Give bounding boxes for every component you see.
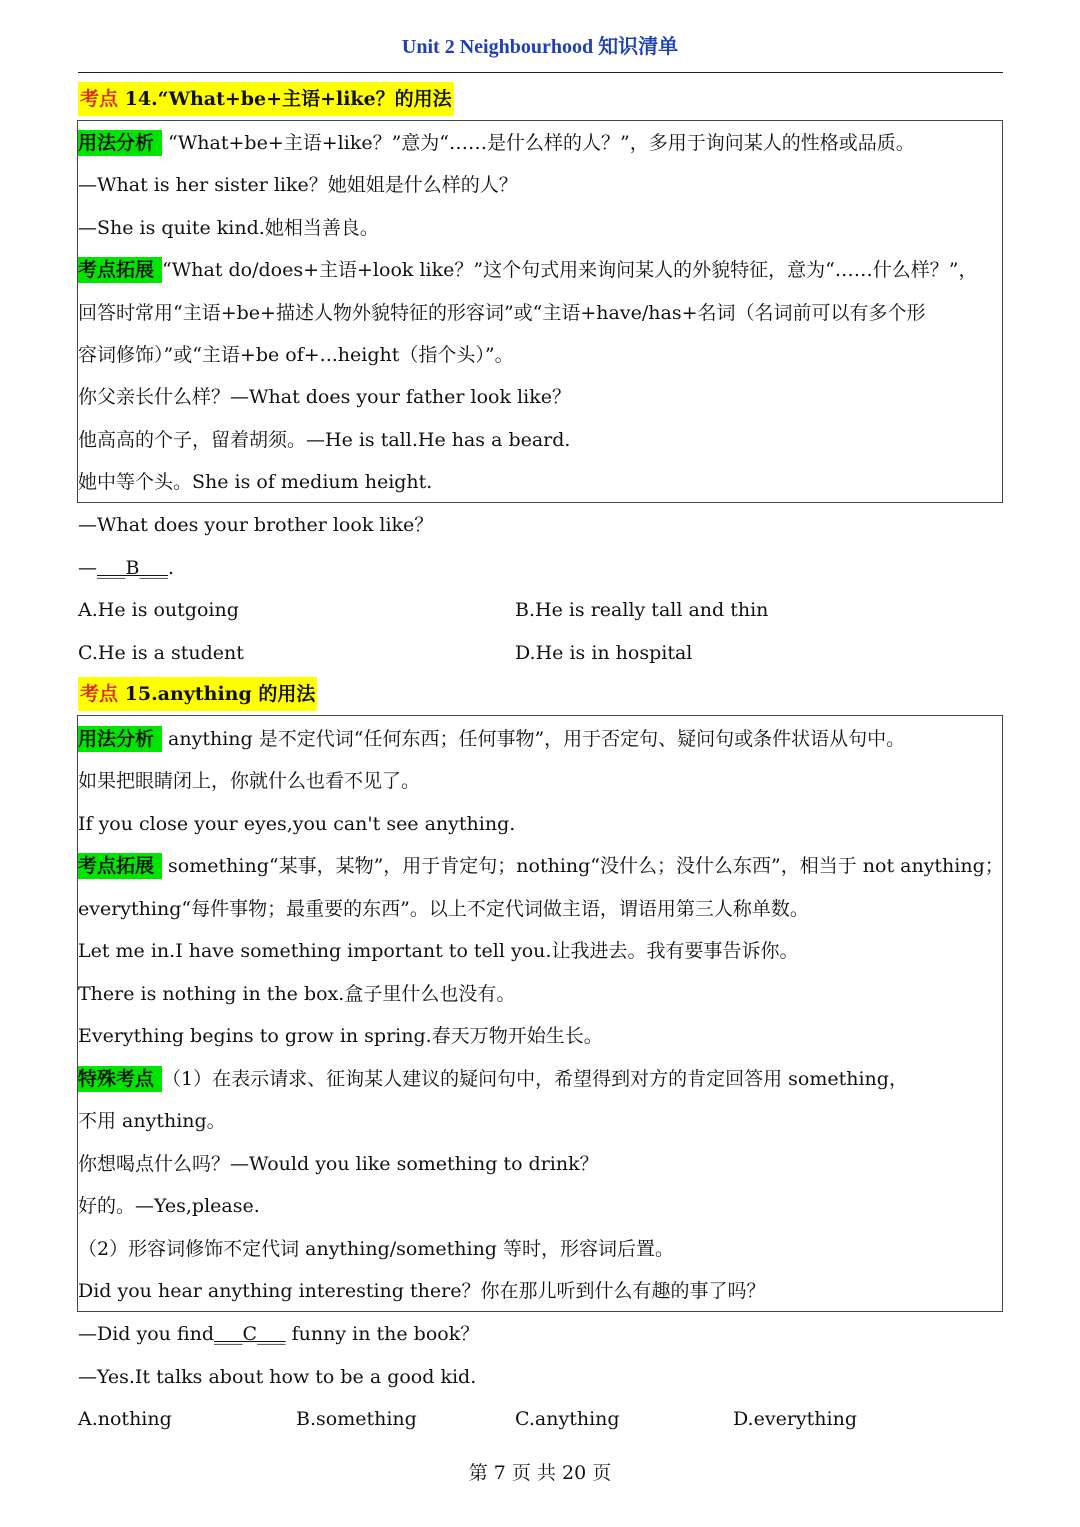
page-header-title: Unit 2 Neighbourhood 知识清单 xyxy=(401,36,679,58)
s15-line-1 xyxy=(78,718,905,760)
s15-option-d: D.everything xyxy=(733,1408,857,1430)
s14-line-9: 她中等个头。She is of medium height. xyxy=(78,471,433,493)
s15-answer: ___C___ xyxy=(214,1323,286,1345)
s15-tag-usage-analysis: 用法分析 xyxy=(78,726,162,752)
s15-line-12: 好的。—Yes,please. xyxy=(78,1195,260,1217)
section-14-title xyxy=(78,82,454,116)
s14-line-1 xyxy=(78,122,915,164)
s15-line-7: There is nothing in the box.盒子里什么也没有。 xyxy=(78,983,516,1005)
s14-line-3: —She is quite kind.她相当善良。 xyxy=(78,217,379,239)
s15-line-9 xyxy=(78,1058,908,1100)
s15-line-8: Everything begins to grow in spring.春天万物开始生长。 xyxy=(78,1025,603,1047)
section-15-title-prefix: 考点 xyxy=(80,683,119,705)
section-14-title-prefix: 考点 xyxy=(80,88,119,110)
s14-line-4-text: “What do/does+主语+look like？”这个句式用来询问某人的外貌特征，意为“……什么样？”， xyxy=(162,259,978,281)
header-divider xyxy=(78,72,1003,73)
s15-line-4-text: something“某事，某物”，用于肯定句；nothing“没什么；没什么东西”，相当于 not anything； xyxy=(162,855,1004,877)
s15-line-2: 如果把眼睛闭上，你就什么也看不见了。 xyxy=(78,770,421,792)
section-15-title-text: 15.anything 的用法 xyxy=(118,683,316,705)
s14-question: —What does your brother look like？ xyxy=(78,514,434,536)
s14-option-c: C.He is a student xyxy=(78,642,244,664)
page-number: 第 7 页 共 20 页 xyxy=(468,1462,612,1484)
s14-tag-usage-analysis: 用法分析 xyxy=(78,130,162,156)
s14-answer-line xyxy=(78,547,174,589)
s14-option-b: B.He is really tall and thin xyxy=(515,599,769,621)
s14-line-7: 你父亲长什么样？—What does your father look like？ xyxy=(78,386,571,408)
s14-tag-extension: 考点拓展 xyxy=(78,257,162,283)
section-15-box xyxy=(77,715,1003,1312)
s14-line-4 xyxy=(78,249,978,291)
s15-line-14: Did you hear anything interesting there？你在那儿听到什么有趣的事了吗？ xyxy=(78,1280,766,1302)
s14-answer-prefix: — xyxy=(78,557,97,579)
s14-line-2: —What is her sister like？她姐姐是什么样的人？ xyxy=(78,174,518,196)
s14-answer-suffix: . xyxy=(167,557,175,579)
s15-option-a: A.nothing xyxy=(78,1408,172,1430)
s14-option-d: D.He is in hospital xyxy=(515,642,693,664)
s15-reply: —Yes.It talks about how to be a good kid. xyxy=(78,1366,477,1388)
s15-line-4 xyxy=(78,845,1004,887)
s14-line-8: 他高高的个子，留着胡须。—He is tall.He has a beard. xyxy=(78,429,571,451)
s15-line-5: everything“每件事物；最重要的东西”。以上不定代词做主语，谓语用第三人称单数。 xyxy=(78,898,809,920)
s14-answer: ___B___ xyxy=(97,557,168,579)
s15-line-13: （2）形容词修饰不定代词 anything/something 等时，形容词后置。 xyxy=(78,1238,675,1260)
s15-question xyxy=(78,1313,479,1355)
s15-line-3: If you close your eyes,you can't see anything. xyxy=(78,813,516,835)
s15-tag-extension: 考点拓展 xyxy=(78,853,162,879)
s14-option-a: A.He is outgoing xyxy=(78,599,239,621)
s14-line-1-text: “What+be+主语+like？”意为“……是什么样的人？”，多用于询问某人的性格或品质。 xyxy=(162,132,915,154)
s15-line-1-text: anything 是不定代词“任何东西；任何事物”，用于否定句、疑问句或条件状语从句中。 xyxy=(162,728,906,750)
s15-line-9-text: （1）在表示请求、征询某人建议的疑问句中，希望得到对方的肯定回答用 something， xyxy=(162,1068,908,1090)
s14-line-5: 回答时常用“主语+be+描述人物外貌特征的形容词”或“主语+have/has+名词（名词前可以有多个形 xyxy=(78,302,926,324)
s14-line-6: 容词修饰）”或“主语+be of+...height（指个头）”。 xyxy=(78,344,514,366)
s15-question-prefix: —Did you find xyxy=(78,1323,215,1345)
s15-line-6: Let me in.I have something important to tell you.让我进去。我有要事告诉你。 xyxy=(78,940,799,962)
s15-question-suffix: funny in the book？ xyxy=(285,1323,480,1345)
section-14-box xyxy=(77,120,1003,503)
section-14-title-text: 14.“What+be+主语+like？的用法 xyxy=(118,88,452,110)
s15-option-b: B.something xyxy=(296,1408,417,1430)
s15-line-11: 你想喝点什么吗？—Would you like something to drink？ xyxy=(78,1153,599,1175)
s15-line-10: 不用 anything。 xyxy=(78,1110,226,1132)
section-15-title xyxy=(78,677,317,711)
s15-tag-special: 特殊考点 xyxy=(78,1066,162,1092)
s15-option-c: C.anything xyxy=(515,1408,620,1430)
